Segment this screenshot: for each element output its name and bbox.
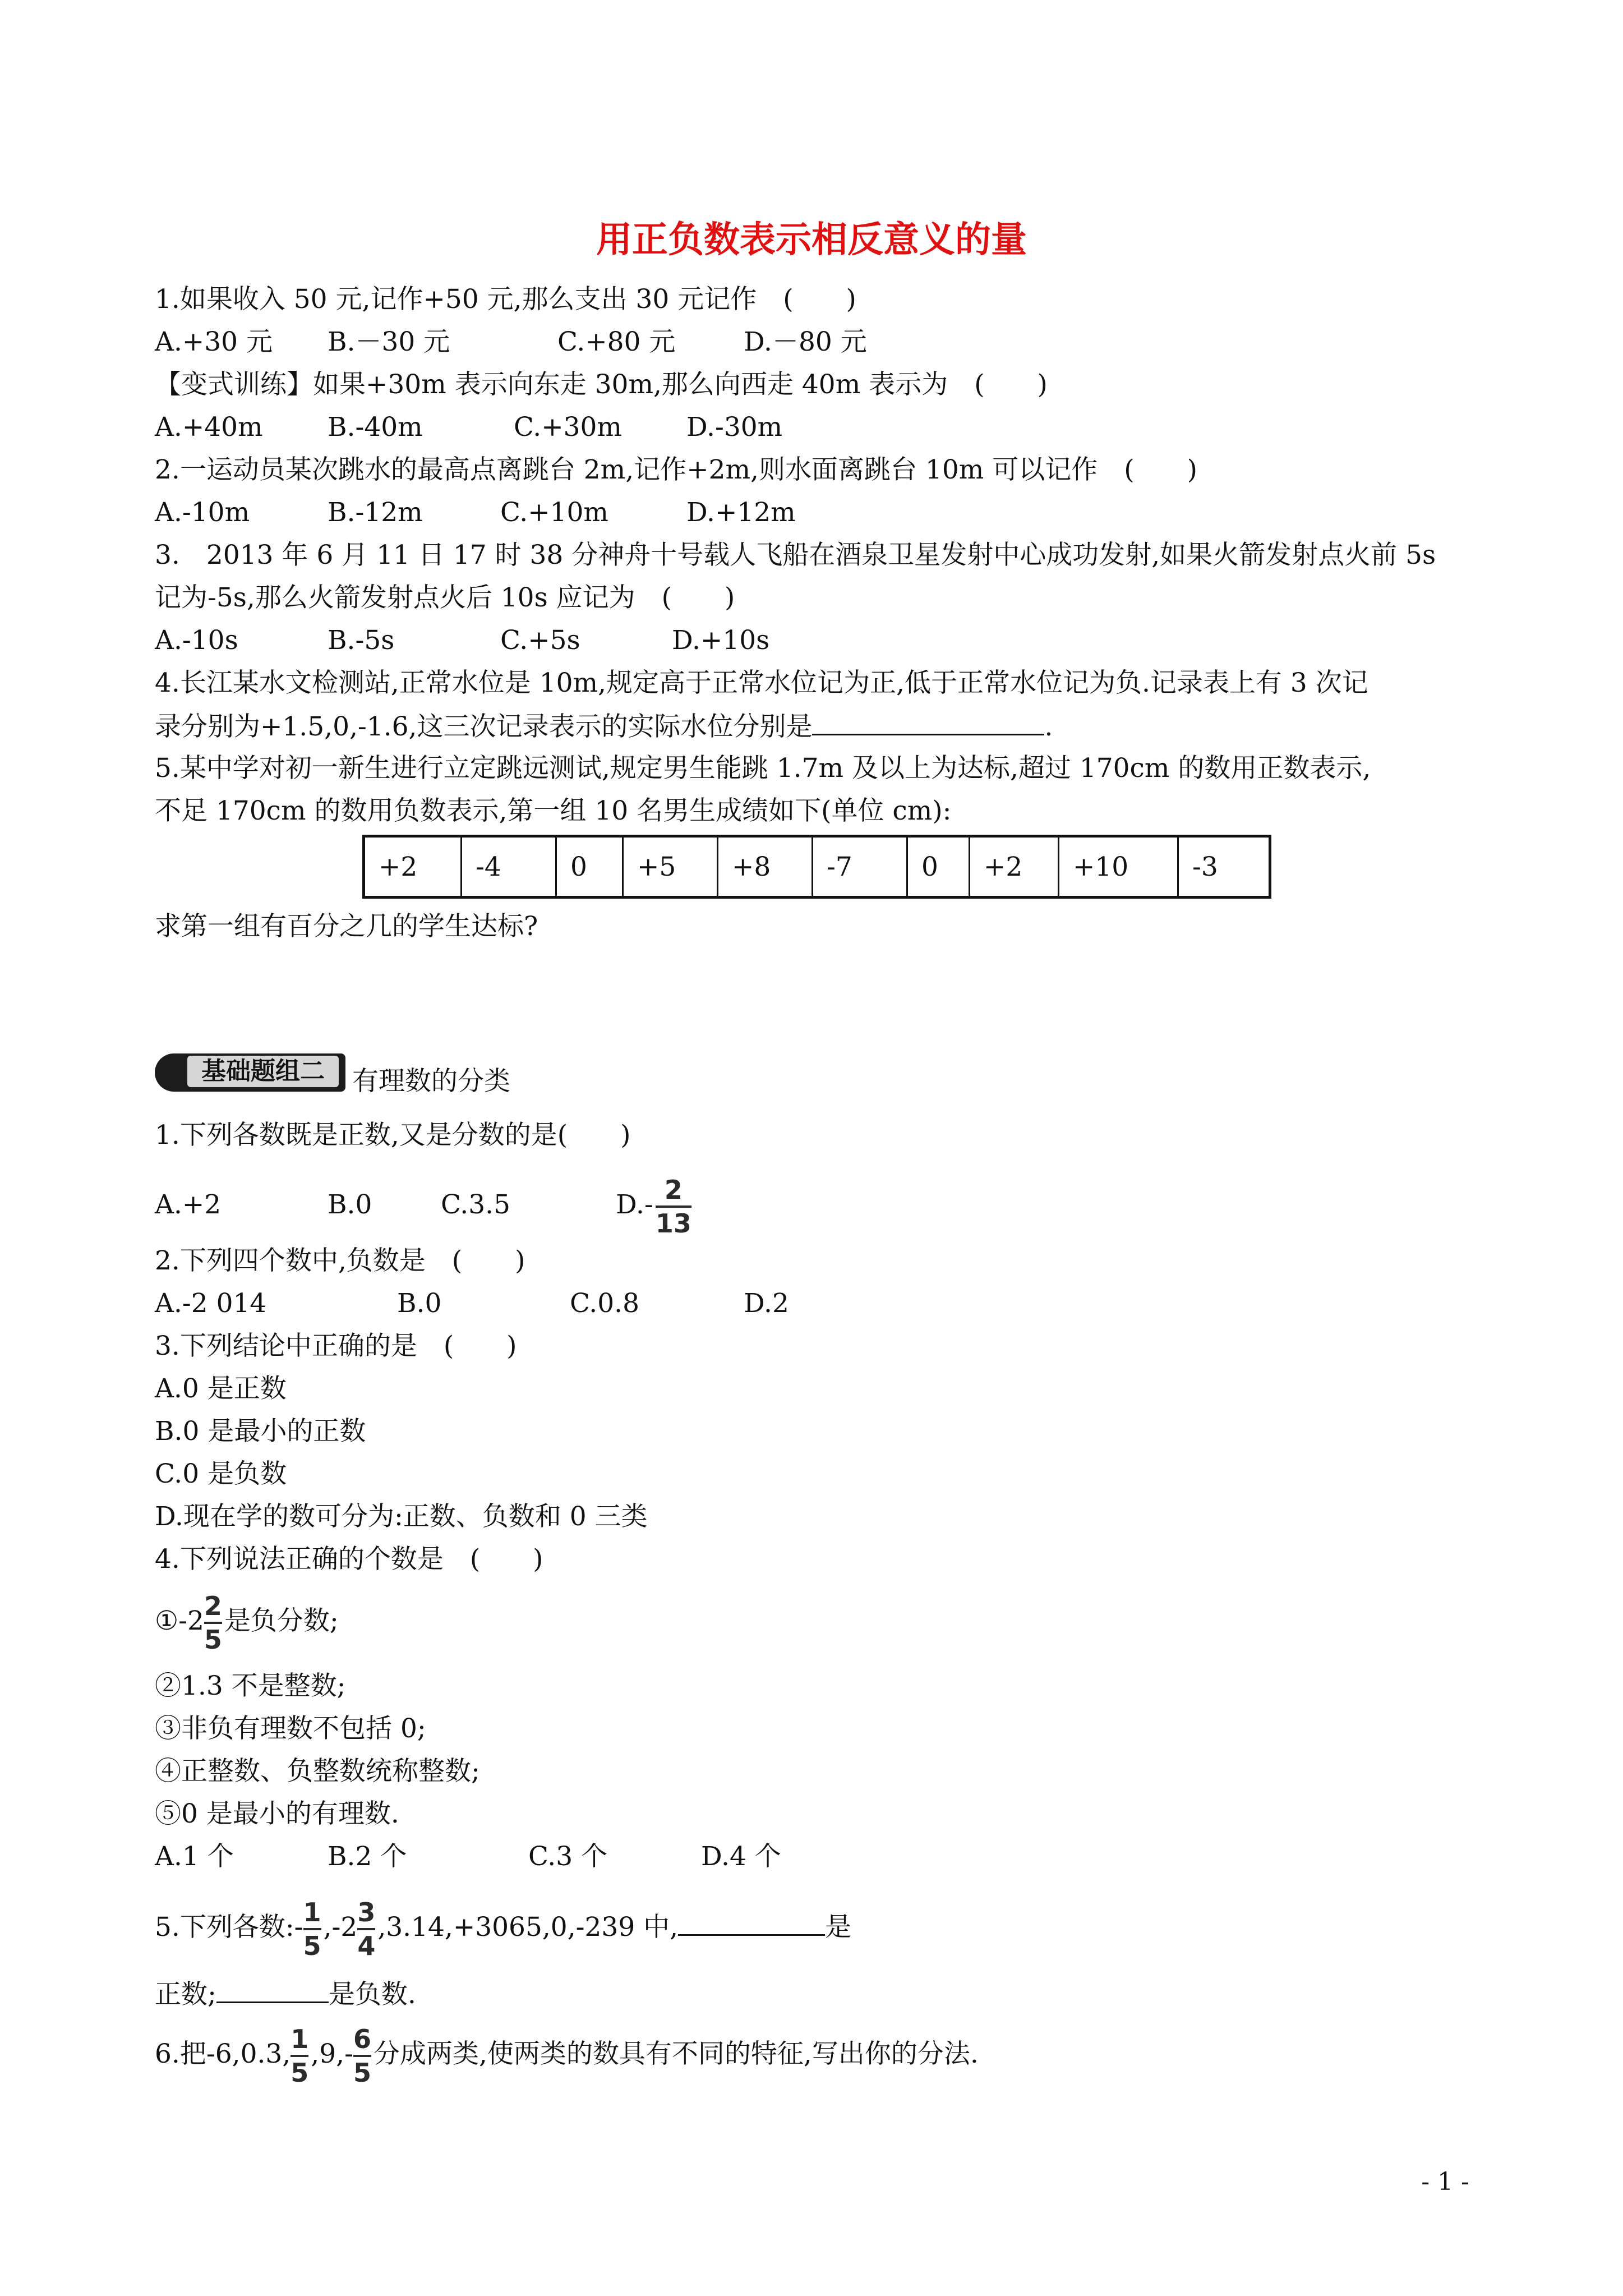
fraction-numerator: 2 [664,1175,683,1205]
s2-q5-rest: ,3.14,+3065,0,-239 中, [377,1912,679,1943]
s2-q4-option-d: D.4 个 [701,1841,781,1872]
q3-stem-line1: 3. 2013 年 6 月 11 日 17 时 38 分神舟十号载人飞船在酒泉卫星发射中心成功发射,如果火箭发射点火前 5s [155,540,1436,570]
score-cell: +8 [718,836,813,898]
fraction-denominator: 5 [291,2055,308,2088]
fraction [353,2023,371,2088]
q3-option-d: D.+10s [672,625,770,656]
q5-line1: 5.某中学对初一新生进行立定跳远测试,规定男生能跳 1.7m 及以上为达标,超过 170cm 的数用正数表示, [155,753,1371,784]
s2-q6-prefix: 6.把-6,0.3, [155,2039,291,2069]
score-cell: +5 [623,836,718,898]
fraction [357,1897,375,1962]
s2-q4-option-a: A.1 个 [155,1841,234,1872]
fraction [303,1897,321,1962]
s2-q6-mid: ,9,- [311,2039,353,2069]
section-heading: 有理数的分类 [352,1066,510,1097]
fraction-numerator: 1 [291,2024,309,2054]
q5-question: 求第一组有百分之几的学生达标? [155,911,538,942]
s2-q3-choice-d: D.现在学的数可分为:正数、负数和 0 三类 [155,1501,648,1532]
score-cell: -3 [1178,836,1270,898]
q4-line2-end: . [1044,711,1053,742]
fraction-denominator: 5 [303,1928,321,1962]
score-cell: -7 [813,836,907,898]
q5-line2: 不足 170cm 的数用负数表示,第一组 10 名男生成绩如下(单位 cm): [155,795,952,826]
score-cell: +10 [1059,836,1178,898]
q3-option-c: C.+5s [500,625,580,656]
s2-q4-stem: 4.下列说法正确的个数是 ( ) [155,1544,543,1575]
score-cell: -4 [462,836,556,898]
q2-stem: 2.一运动员某次跳水的最高点离跳台 2m,记作+2m,则水面离跳台 10m 可以记作 ( ) [155,454,1197,485]
variant-stem: 【变式训练】如果+30m 表示向东走 30m,那么向西走 40m 表示为 ( ) [155,369,1048,400]
q2-option-c: C.+10m [500,497,608,528]
q2-option-b: B.-12m [328,497,423,528]
s2-q1-option-d-label: D.- [616,1189,653,1220]
q1-option-d: D.－80 元 [744,326,867,357]
fraction [656,1174,691,1239]
s2-q3-choice-a: A.0 是正数 [155,1373,287,1404]
s2-q2-option-d: D.2 [744,1288,789,1319]
s2-q1-option-a: A.+2 [155,1189,222,1220]
q2-option-a: A.-10m [155,497,250,528]
fraction-numerator: 1 [303,1897,321,1927]
s2-q4-option-c: C.3 个 [528,1841,608,1872]
s2-q5-line2-end: 是负数. [328,1979,416,2010]
q4-answer-blank[interactable] [812,709,1044,735]
score-cell: 0 [556,836,623,898]
scores-table [362,835,1271,899]
fraction-numerator: 3 [357,1897,376,1927]
s2-q4-s1-suffix: 是负分数; [224,1605,339,1636]
s2-q2-option-c: C.0.8 [570,1288,639,1319]
q4-line1: 4.长江某水文检测站,正常水位是 10m,规定高于正常水位记为正,低于正常水位记为负.记录表上有 3 次记 [155,668,1368,698]
badge-label: 基础题组二 [187,1056,339,1087]
q4-line2-text: 录分别为+1.5,0,-1.6,这三次记录表示的实际水位分别是 [155,711,813,742]
q1-option-c: C.+80 元 [557,326,676,357]
fraction [204,1590,222,1655]
fraction-denominator: 5 [204,1622,222,1655]
s2-q1-option-c: C.3.5 [441,1189,510,1220]
s2-q1-stem: 1.下列各数既是正数,又是分数的是( ) [155,1120,631,1151]
s2-q5-mid: ,-2 [323,1912,358,1943]
s2-q2-stem: 2.下列四个数中,负数是 ( ) [155,1245,525,1276]
s2-q4-statement-4: ④正整数、负整数统称整数; [155,1756,480,1787]
s2-q5-after-blank: 是 [825,1912,852,1943]
score-cell: +2 [970,836,1059,898]
s2-q3-choice-b: B.0 是最小的正数 [155,1416,366,1447]
fraction [291,2023,308,2088]
q3-option-a: A.-10s [155,625,238,656]
s2-q5-line1 [155,1888,851,1967]
variant-option-a: A.+40m [155,412,263,443]
s2-q4-s1-prefix: ①-2 [155,1605,204,1636]
q1-option-b: B.－30 元 [328,326,450,357]
page-title: 用正负数表示相反意义的量 [596,219,1027,261]
q1-option-a: A.+30 元 [155,326,273,357]
s2-q5-negative-blank[interactable] [216,1977,329,2003]
s2-q6-suffix: 分成两类,使两类的数具有不同的特征,写出你的分法. [373,2039,979,2069]
q3-option-b: B.-5s [328,625,395,656]
s2-q4-option-b: B.2 个 [328,1841,407,1872]
s2-q2-option-a: A.-2 014 [155,1288,267,1319]
variant-option-c: C.+30m [514,412,622,443]
section-badge [155,1053,345,1092]
fraction-denominator: 4 [357,1928,375,1962]
variant-option-b: B.-40m [328,412,423,443]
s2-q3-stem: 3.下列结论中正确的是 ( ) [155,1331,517,1361]
s2-q5-line2-text: 正数; [155,1979,216,2010]
s2-q4-statement-5: ⑤0 是最小的有理数. [155,1798,399,1829]
s2-q1-option-b: B.0 [328,1189,372,1220]
q2-option-d: D.+12m [686,497,796,528]
s2-q1-option-d [616,1160,694,1250]
table-row [364,836,1270,898]
q1-stem: 1.如果收入 50 元,记作+50 元,那么支出 30 元记作 ( ) [155,284,856,315]
score-cell: 0 [907,836,970,898]
s2-q6-line [155,2015,979,2093]
q3-stem-line2: 记为-5s,那么火箭发射点火后 10s 应记为 ( ) [155,582,735,613]
fraction-numerator: 2 [204,1591,222,1621]
fraction-denominator: 13 [656,1205,691,1239]
q4-line2 [155,709,1053,744]
s2-q4-statement-1 [155,1588,339,1655]
s2-q5-positive-blank[interactable] [678,1910,825,1936]
page-number: - 1 - [1421,2168,1469,2196]
s2-q3-choice-c: C.0 是负数 [155,1458,287,1489]
score-cell: +2 [364,836,462,898]
s2-q2-option-b: B.0 [397,1288,442,1319]
fraction-denominator: 5 [353,2055,371,2088]
s2-q5-line2 [155,1977,416,2012]
variant-option-d: D.-30m [686,412,783,443]
s2-q5-prefix: 5.下列各数:- [155,1912,303,1943]
s2-q4-statement-2: ②1.3 不是整数; [155,1671,346,1701]
s2-q4-statement-3: ③非负有理数不包括 0; [155,1713,426,1744]
fraction-numerator: 6 [353,2024,371,2054]
